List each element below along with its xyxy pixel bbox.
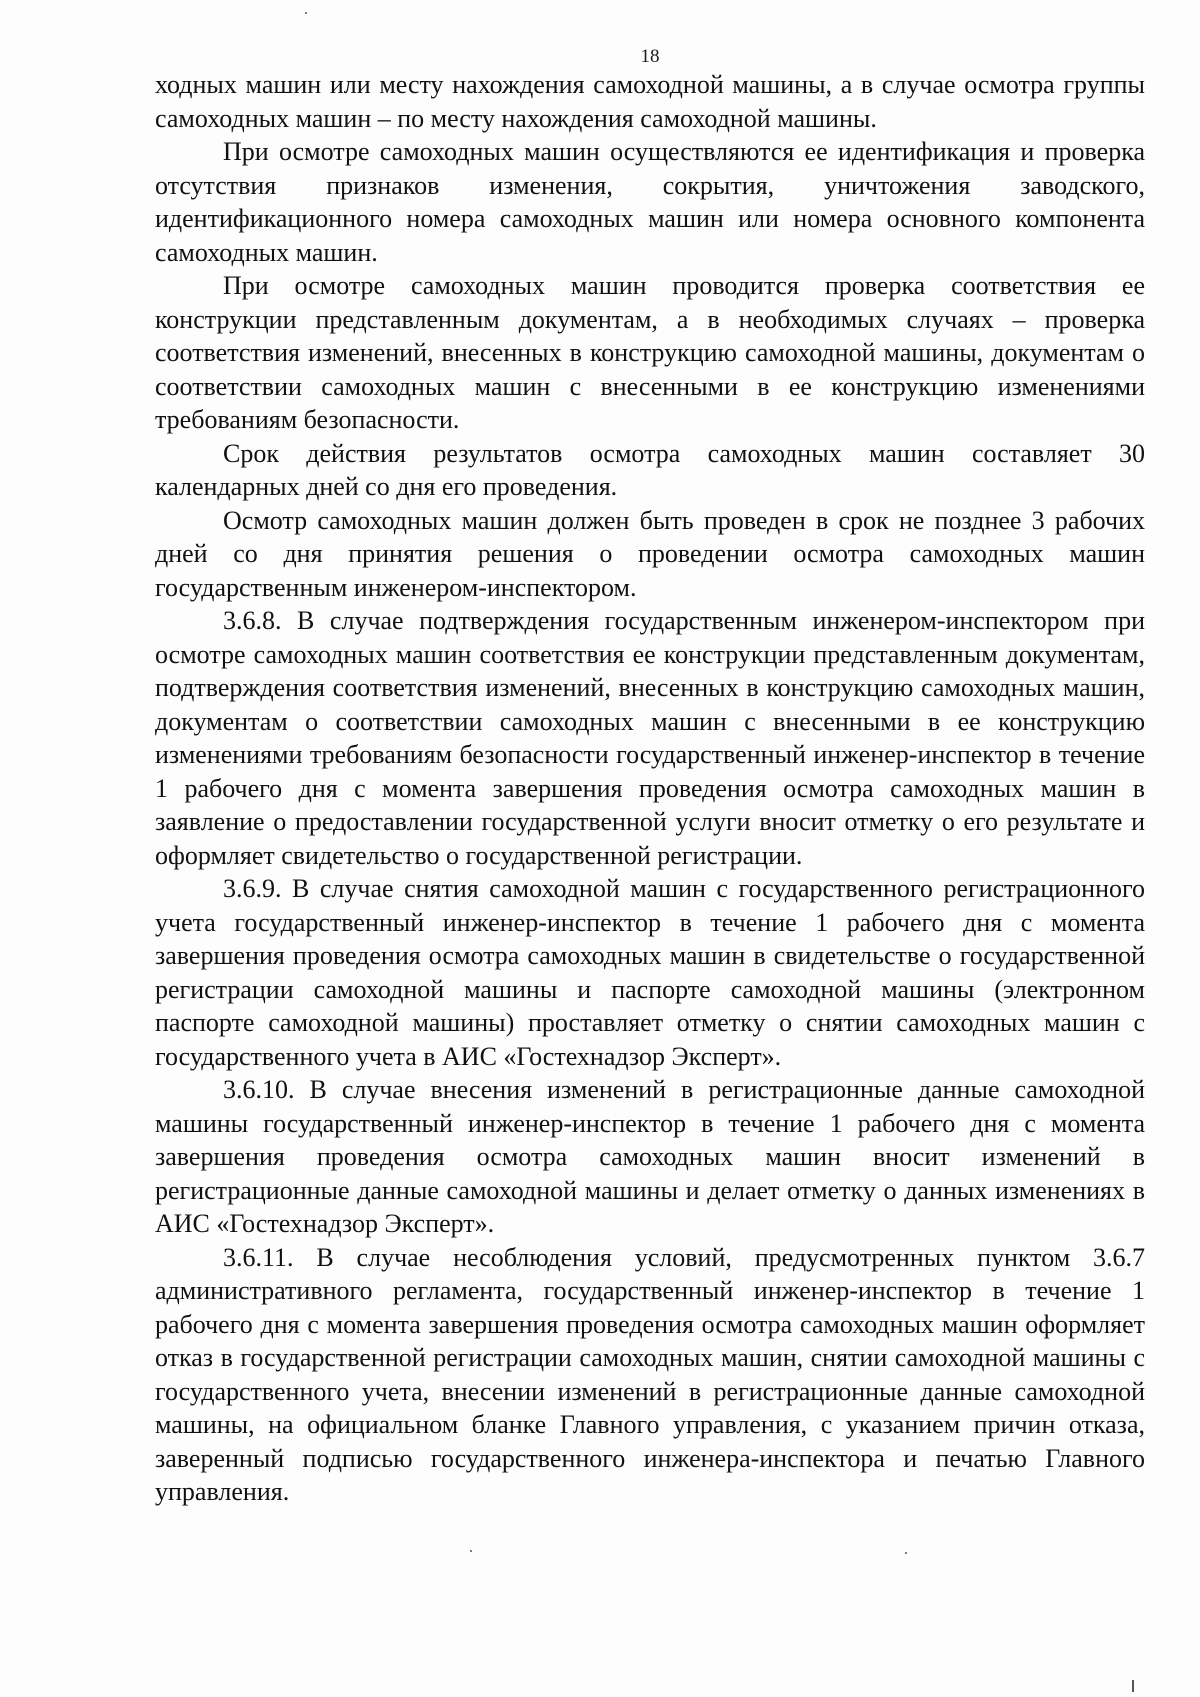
scan-speck [470,1550,472,1552]
paragraph-3-6-8: 3.6.8. В случае подтверждения государственным инженером-инспектором при осмотре самоходных машин соответствия ее конструкции представленным документам, подтверждения соответствия изменений, внесенных в конструкцию самоходных машин, документам о соответствии самоходных машин с внесенными в ее конструкцию изменениями требованиям безопасности государственный инженер-инспектор в течение 1 рабочего дня с момента завершения проведения осмотра самоходных машин в заявление о предоставлении государственной услуги вносит отметку о его результате и оформляет свидетельство о государственной регистрации. [155,606,1145,870]
scan-speck [1132,1680,1134,1692]
paragraph-inspection-deadline: Осмотр самоходных машин должен быть проведен в срок не позднее 3 рабочих дней со дня принятия решения о проведении осмотра самоходных машин государственным инженером-инспектором. [155,505,1145,602]
paragraph-inspection-conformity: При осмотре самоходных машин проводится проверка соответствия ее конструкции представленным документам, а в необходимых случаях – проверка соответствия изменений, внесенных в конструкцию самоходной машины, документам о соответствии самоходных машин с внесенными в ее конструкцию изменениями требованиям безопасности. [155,271,1145,434]
paragraph-continuation: ходных машин или месту нахождения самоходной машины, а в случае осмотра группы самоходных машин – по месту нахождения самоходной машины. [155,70,1145,133]
scan-speck [305,12,307,14]
paragraph-validity-period: Срок действия результатов осмотра самоходных машин составляет 30 календарных дней со дня его проведения. [155,438,1145,501]
paragraph-3-6-9: 3.6.9. В случае снятия самоходной машин с государственного регистрационного учета государственный инженер-инспектор в течение 1 рабочего дня с момента завершения проведения осмотра самоходных машин в свидетельстве о государственной регистрации самоходной машины и паспорте самоходной машины (электронном паспорте самоходной машины) проставляет отметку о снятии самоходных машин с государственного учета в АИС «Гостехнадзор Эксперт». [155,874,1145,1071]
body-text [155,68,1145,1509]
page-number: 18 [640,46,660,67]
paragraph-3-6-10: 3.6.10. В случае внесения изменений в регистрационные данные самоходной машины государственный инженер-инспектор в течение 1 рабочего дня с момента завершения проведения осмотра самоходных машин вносит изменений в регистрационные данные самоходной машины и делает отметку о данных изменениях в АИС «Гостехнадзор Эксперт». [155,1075,1145,1238]
scan-speck [905,1552,907,1554]
paragraph-inspection-identification: При осмотре самоходных машин осуществляются ее идентификация и проверка отсутствия признаков изменения, сокрытия, уничтожения заводского, идентификационного номера самоходных машин или номера основного компонента самоходных машин. [155,137,1145,267]
paragraph-3-6-11: 3.6.11. В случае несоблюдения условий, предусмотренных пунктом 3.6.7 административного регламента, государственный инженер-инспектор в течение 1 рабочего дня с момента завершения проведения осмотра самоходных машин оформляет отказ в государственной регистрации самоходных машин, снятии самоходной машины с государственного учета, внесении изменений в регистрационные данные самоходной машины, на официальном бланке Главного управления, с указанием причин отказа, заверенный подписью государственного инженера-инспектора и печатью Главного управления. [155,1242,1145,1506]
